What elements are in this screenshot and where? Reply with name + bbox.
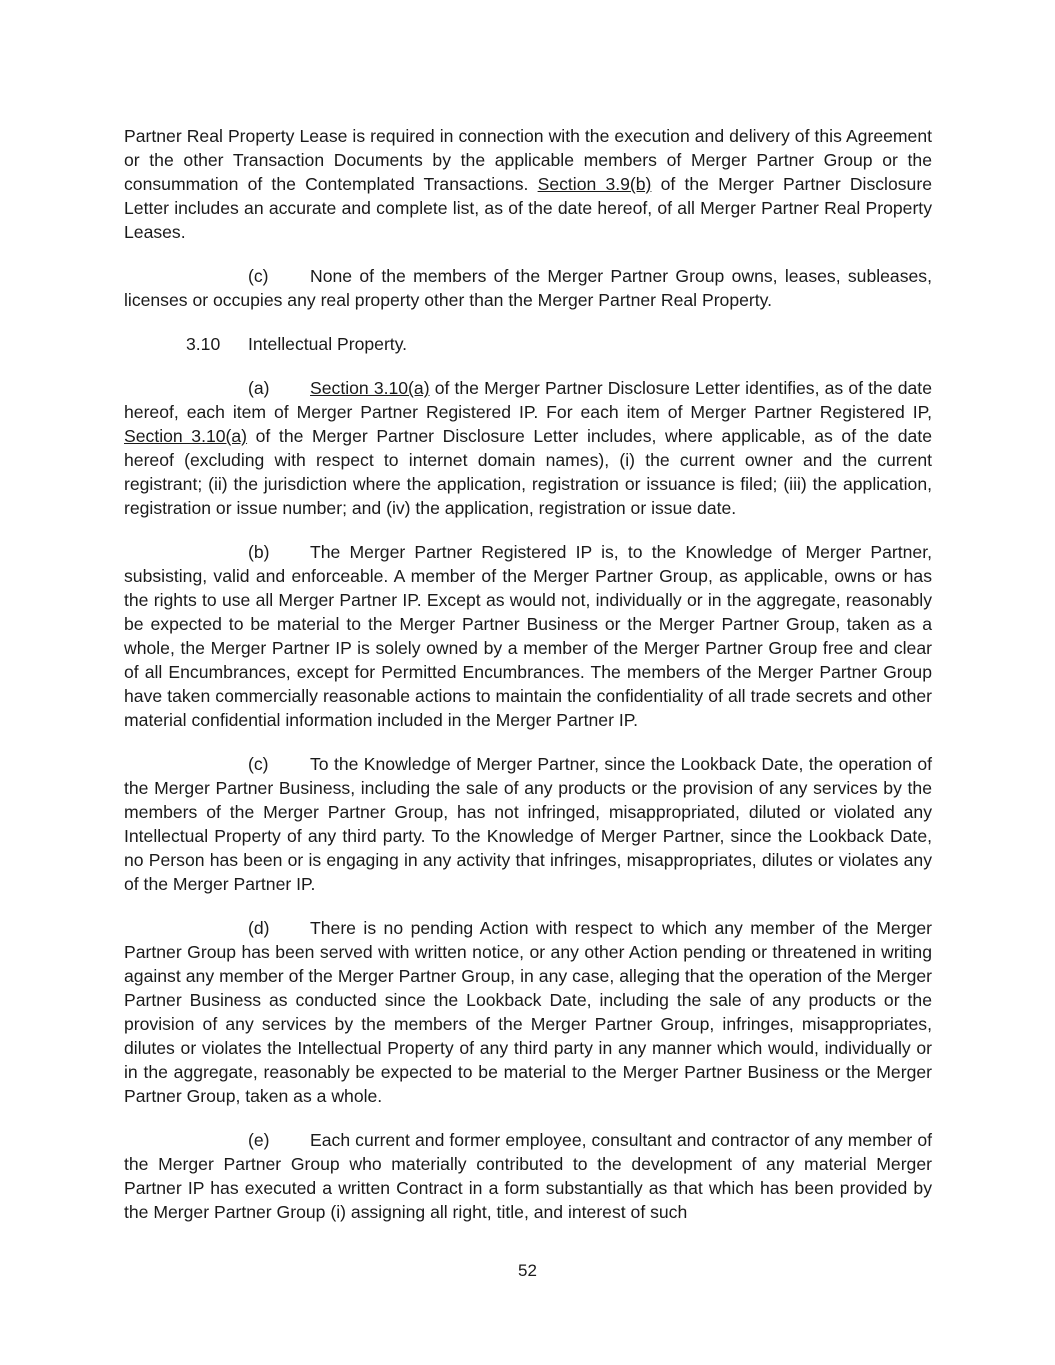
paragraph-text: of the Merger Partner Disclosure Letter includes, where applicable, as of the date hereof (excluding with respect to internet domain names), (i) the current owner and the current registrant; (ii) the jurisdiction where the application, registration or issuance is filed; (iii) the application, registration or issue number; and (iv) the application, registration or issue date. — [124, 426, 932, 518]
paragraph-d-actions — [124, 916, 932, 1108]
paragraph-a-registered-ip — [124, 376, 932, 520]
section-reference-link: Section 3.9(b) — [537, 174, 652, 194]
clause-label: (d) — [248, 918, 270, 938]
clause-label: (a) — [248, 378, 270, 398]
paragraph-c-infringement — [124, 752, 932, 896]
paragraph-text: There is no pending Action with respect to which any member of the Merger Partner Group has been served with written notice, or any other Action pending or threatened in writing against any member of the Merger Partner Group, in any case, alleging that the operation of the Merger Partner Business as conducted since the Lookback Date, including the sale of any products or the provision of any services by the members of the Merger Partner Group, infringes, misappropriates, dilutes or violates the Intellectual Property of any third party in any manner which would, individually or in the aggregate, reasonably be expected to be material to the Merger Partner Business or the Merger Partner Group, taken as a whole. — [124, 918, 932, 1106]
paragraph-text: of the Merger Partner Disclosure Letter identifies, as of the date hereof, each item of Merger Partner Registered IP. For each item of Merger Partner Registered IP, — [124, 378, 932, 422]
clause-label: (c) — [248, 266, 269, 286]
section-reference-link: Section 3.10(a) — [310, 378, 430, 398]
clause-label: (b) — [248, 542, 270, 562]
paragraph-b-ownership — [124, 540, 932, 732]
paragraph-text: of the Merger Partner Disclosure Letter includes an accurate and complete list, as of the date hereof, of all Merger Partner Real Property Leases. — [124, 174, 932, 242]
paragraph-c-real-property — [124, 264, 932, 312]
section-title: Intellectual Property. — [248, 334, 408, 354]
paragraph-e-employees — [124, 1128, 932, 1224]
paragraph-text: None of the members of the Merger Partner Group owns, leases, subleases, licenses or occupies any real property other than the Merger Partner Real Property. — [124, 266, 932, 310]
paragraph-text: The Merger Partner Registered IP is, to the Knowledge of Merger Partner, subsisting, valid and enforceable. A member of the Merger Partner Group, as applicable, owns or has the rights to use all Merger Partner IP. Except as would not, individually or in the aggregate, reasonably be expected to be material to the Merger Partner Business or the Merger Partner Group, taken as a whole, the Merger Partner IP is solely owned by a member of the Merger Partner Group free and clear of all Encumbrances, except for Permitted Encumbrances. The members of the Merger Partner Group have taken commercially reasonable actions to maintain the confidentiality of all trade secrets and other material confidential information included in the Merger Partner IP. — [124, 542, 932, 730]
paragraph-text: Each current and former employee, consultant and contractor of any member of the Merger Partner Group who materially contributed to the development of any material Merger Partner IP has executed a written Contract in a form substantially as that which has been provided by the Merger Partner Group (i) assigning all right, title, and interest of such — [124, 1130, 932, 1222]
clause-label: (e) — [248, 1130, 270, 1150]
section-heading — [124, 332, 932, 356]
paragraph-text: Partner Real Property Lease is required in connection with the execution and delivery of this Agreement or the other Transaction Documents by the applicable members of Merger Partner Group or the consummation of the Contemplated Transactions. — [124, 126, 932, 194]
page-number: 52 — [518, 1261, 537, 1280]
paragraph-text: To the Knowledge of Merger Partner, since the Lookback Date, the operation of the Merger Partner Business, including the sale of any products or the provision of any services by the members of the Merger Partner Group, has not infringed, misappropriated, diluted or violated any Intellectual Property of any third party. To the Knowledge of Merger Partner, since the Lookback Date, no Person has been or is engaging in any activity that infringes, misappropriates, dilutes or violates any of the Merger Partner IP. — [124, 754, 932, 894]
section-reference-link: Section 3.10(a) — [124, 426, 248, 446]
section-number: 3.10 — [186, 334, 221, 354]
document-body — [124, 124, 932, 1244]
clause-label: (c) — [248, 754, 269, 774]
paragraph-lease-continuation — [124, 124, 932, 244]
